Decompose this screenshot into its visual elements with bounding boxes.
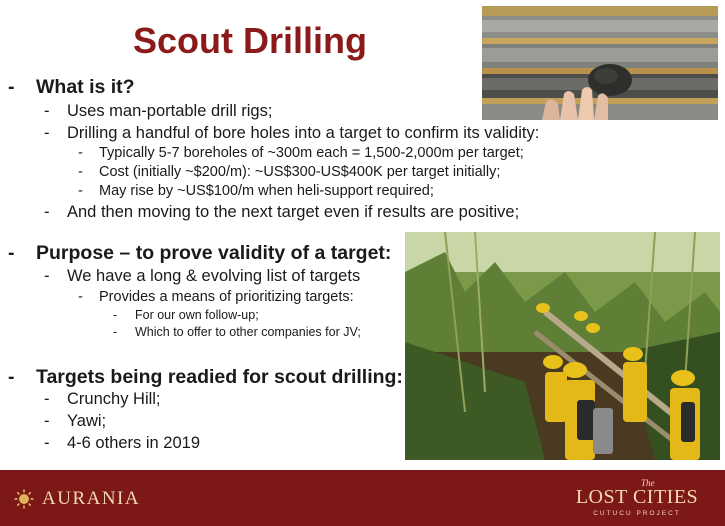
- bullet-marker: -: [44, 412, 50, 430]
- bullet-item: Drilling a handful of bore holes into a target to confirm its validity:: [67, 124, 540, 142]
- bullet-marker: -: [8, 366, 15, 388]
- bullet-item: Uses man-portable drill rigs;: [67, 102, 273, 120]
- section-heading-targets: Targets being readied for scout drilling:: [36, 366, 403, 388]
- bullet-item: 4-6 others in 2019: [67, 434, 201, 452]
- project-the: The: [641, 478, 655, 488]
- aurania-logo: [14, 488, 140, 510]
- bullet-marker: -: [78, 145, 83, 161]
- section-heading-what: What is it?: [36, 76, 135, 98]
- slide-title: Scout Drilling: [133, 20, 367, 61]
- bullet-marker: -: [44, 434, 50, 452]
- bullet-marker: -: [8, 242, 15, 264]
- bullet-marker: -: [113, 325, 118, 339]
- lost-cities-logo: [567, 478, 707, 522]
- bullet-subsubitem: For our own follow-up;: [135, 308, 259, 322]
- bullet-marker: -: [44, 102, 50, 120]
- bullet-subsubitem: Which to offer to other companies for JV;: [135, 325, 361, 339]
- bullet-marker: -: [44, 124, 50, 142]
- footer-bar: [0, 470, 725, 526]
- project-name: LOST CITIES: [575, 486, 699, 508]
- bullet-subitem: Provides a means of prioritizing targets:: [99, 289, 354, 305]
- bullet-subitem: May rise by ~US$100/m when heli-support required;: [99, 183, 434, 199]
- bullet-marker: -: [113, 308, 118, 322]
- project-subtitle: CUTUCU PROJECT: [593, 510, 681, 517]
- bullet-subitem: Typically 5-7 boreholes of ~300m each = 1,500-2,000m per target;: [99, 145, 524, 161]
- bullet-item: Crunchy Hill;: [67, 390, 161, 408]
- bullet-marker: -: [44, 267, 50, 285]
- sun-icon: [14, 489, 34, 509]
- company-name: AURANIA: [42, 488, 141, 509]
- bullet-marker: -: [78, 164, 83, 180]
- bullet-item: And then moving to the next target even if results are positive;: [67, 203, 520, 221]
- bullet-marker: -: [44, 390, 50, 408]
- bullet-subitem: Cost (initially ~$200/m): ~US$300-US$400K per target initially;: [99, 164, 501, 180]
- bullet-item: We have a long & evolving list of targets: [67, 267, 361, 285]
- bullet-marker: -: [8, 76, 15, 98]
- bullet-marker: -: [78, 183, 83, 199]
- section-heading-purpose: Purpose – to prove validity of a target:: [36, 242, 392, 264]
- bullet-marker: -: [44, 203, 50, 221]
- bullet-item: Yawi;: [67, 412, 107, 430]
- bullet-marker: -: [78, 289, 83, 305]
